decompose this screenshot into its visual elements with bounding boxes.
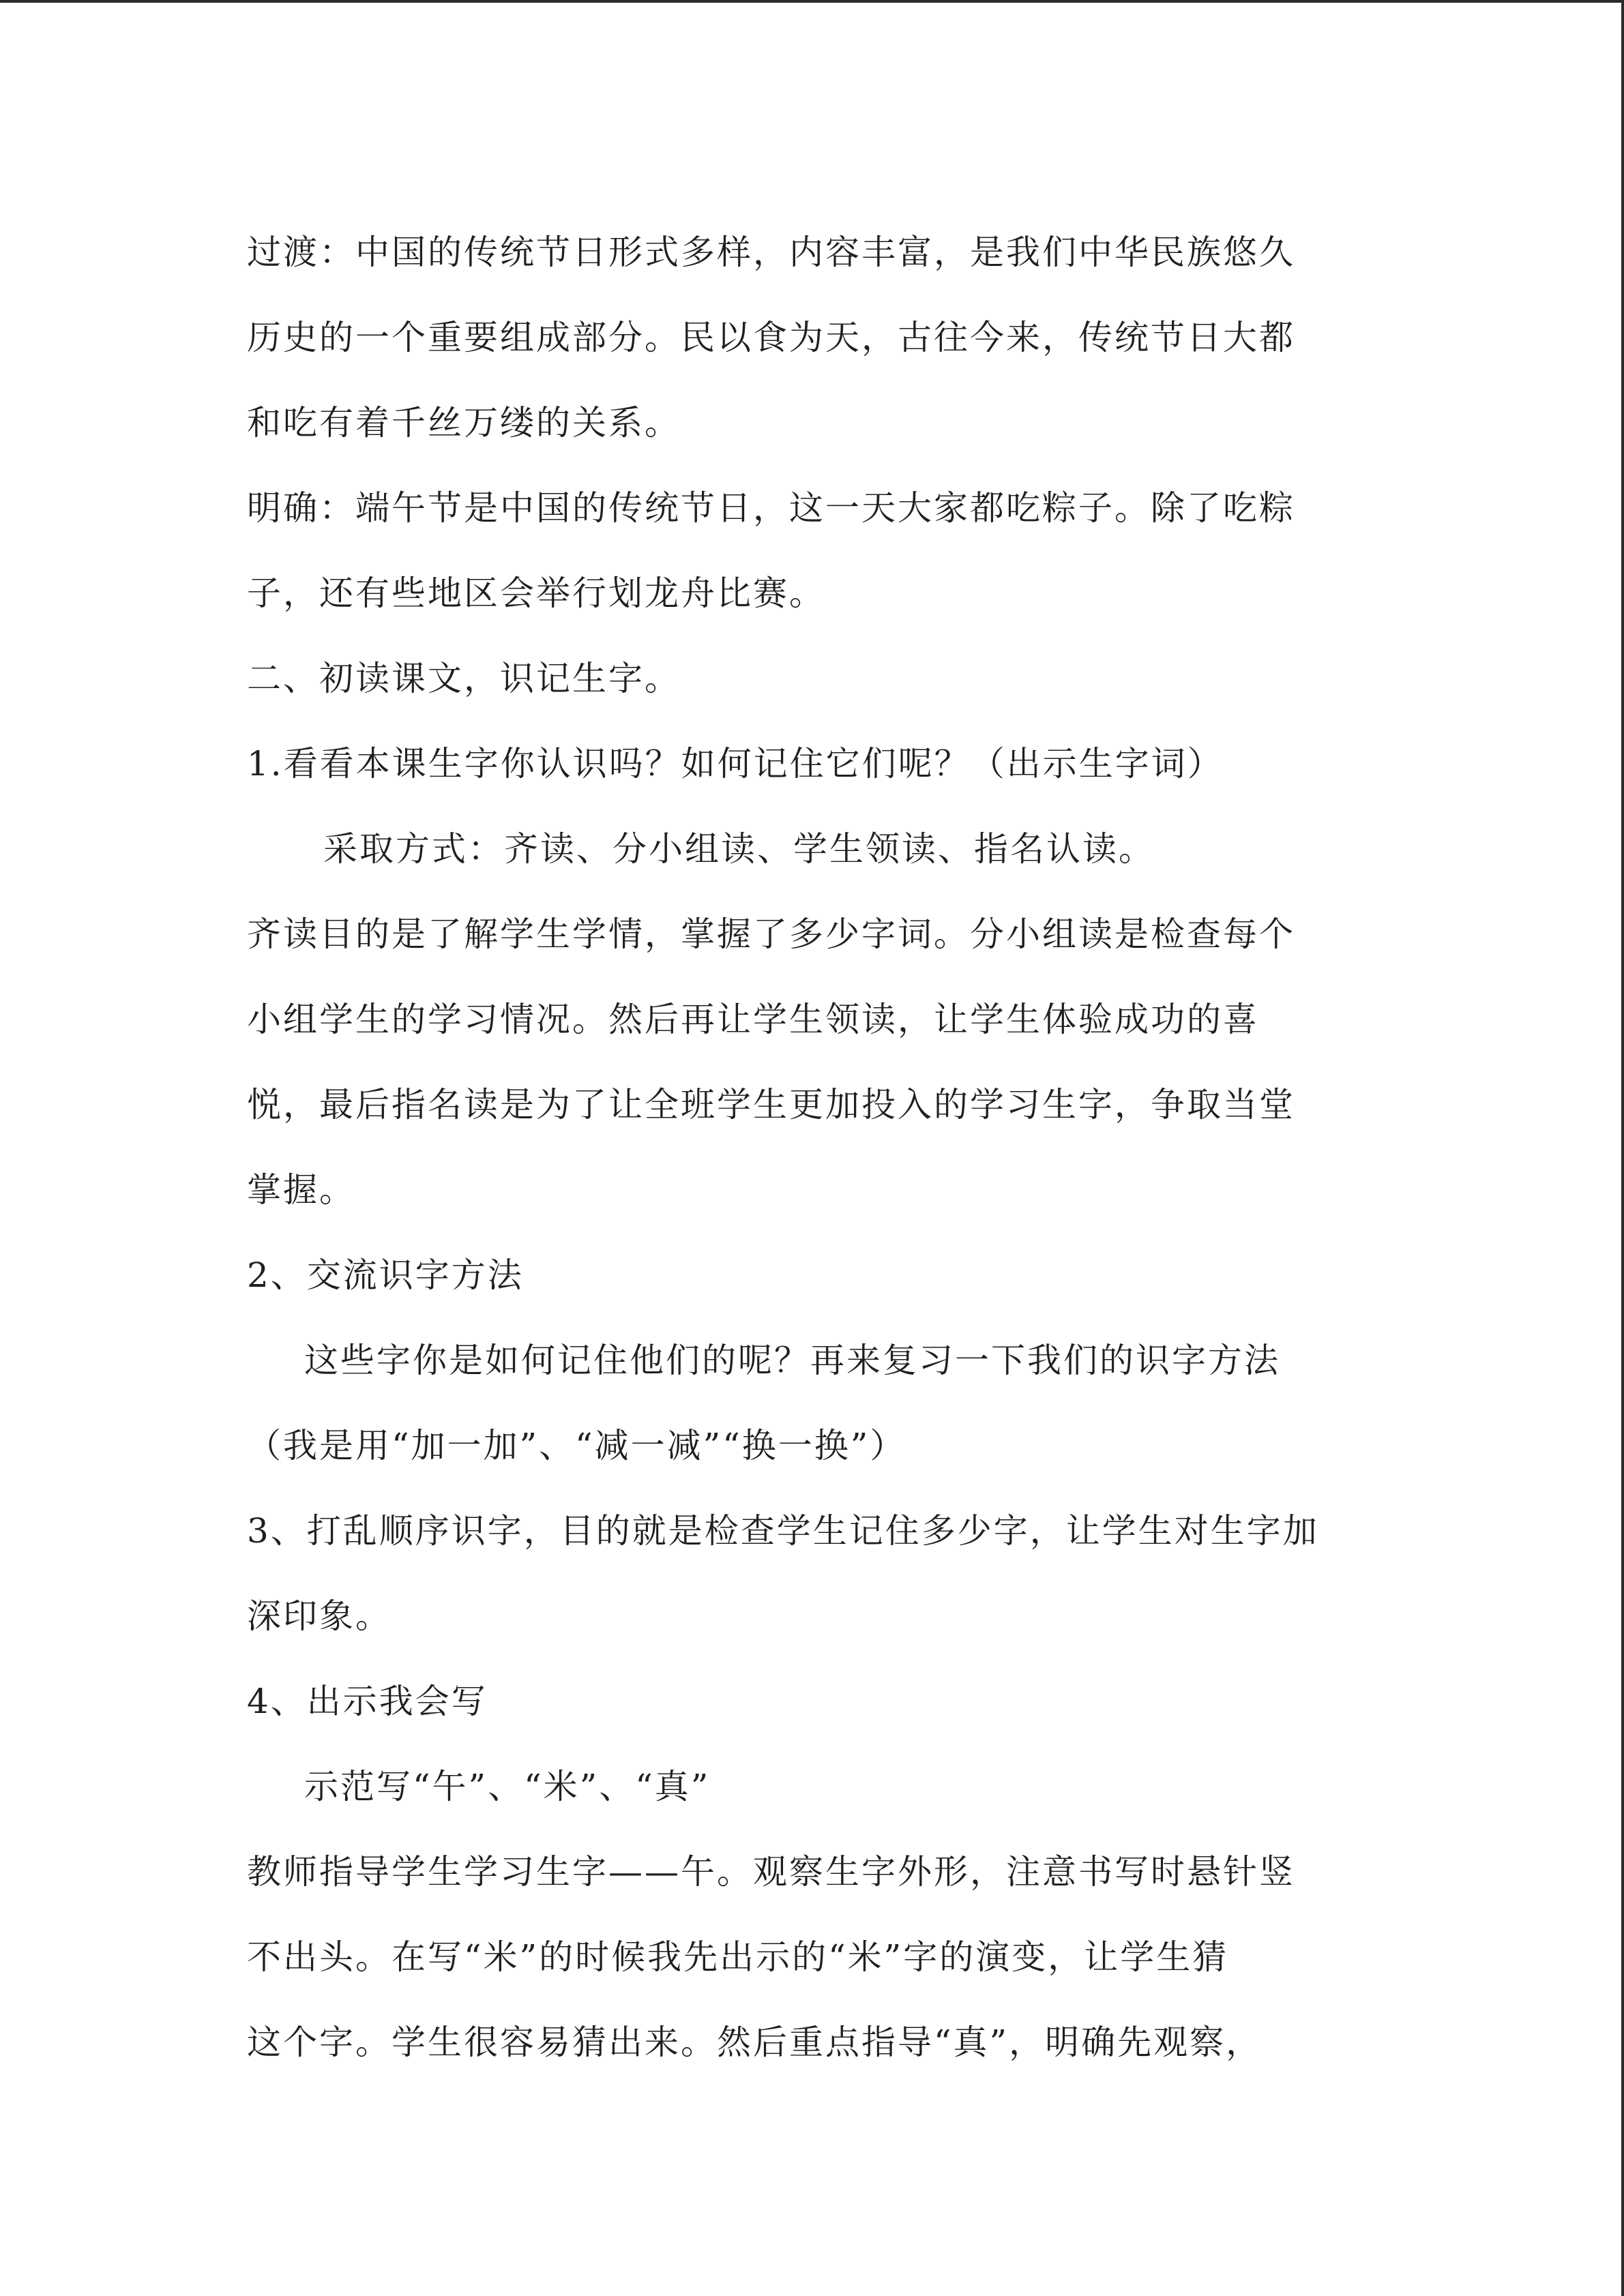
paragraph-line: 子，还有些地区会举行划龙舟比赛。 bbox=[247, 573, 825, 613]
paragraph-line: 和吃有着千丝万缕的关系。 bbox=[247, 403, 681, 443]
list-item: 2、交流识字方法 bbox=[247, 1255, 524, 1295]
paragraph-line: 过渡：中国的传统节日形式多样，内容丰富，是我们中华民族悠久 bbox=[247, 233, 1295, 272]
paragraph-line: 掌握。 bbox=[247, 1170, 355, 1210]
paragraph-line: 深印象。 bbox=[247, 1596, 392, 1636]
paragraph-line: 齐读目的是了解学生学情，掌握了多少字词。分小组读是检查每个 bbox=[247, 914, 1295, 954]
list-item: 4、出示我会写 bbox=[247, 1682, 488, 1721]
list-item: 3、打乱顺序识字，目的就是检查学生记住多少字，让学生对生字加 bbox=[247, 1511, 1319, 1551]
section-heading: 二、初读课文，识记生字。 bbox=[247, 659, 681, 698]
document-body bbox=[247, 210, 1379, 2085]
paragraph-line: 不出头。在写“米”的时候我先出示的“米”字的演变，让学生猜 bbox=[247, 1937, 1229, 1977]
list-item: 1.看看本课生字你认识吗？如何记住它们呢？（出示生字词） bbox=[247, 744, 1224, 784]
paragraph-line: （我是用“加一加”、“减一减”“换一换”） bbox=[247, 1426, 906, 1465]
paragraph-line: 悦，最后指名读是为了让全班学生更加投入的学习生字，争取当堂 bbox=[247, 1085, 1295, 1124]
paragraph-line: 采取方式：齐读、分小组读、学生领读、指名认读。 bbox=[323, 829, 1155, 869]
paragraph-line: 这个字。学生很容易猜出来。然后重点指导“真”，明确先观察， bbox=[247, 2023, 1263, 2062]
paragraph-line: 历史的一个重要组成部分。民以食为天，古往今来，传统节日大都 bbox=[247, 318, 1295, 357]
page-border-top bbox=[0, 0, 1624, 3]
paragraph-line: 教师指导学生学习生字——午。观察生字外形，注意书写时悬针竖 bbox=[247, 1852, 1295, 1892]
paragraph-line: 示范写“午”、“米”、“真” bbox=[304, 1767, 711, 1806]
paragraph-line: 这些字你是如何记住他们的呢？再来复习一下我们的识字方法 bbox=[304, 1341, 1280, 1380]
paragraph-line: 明确：端午节是中国的传统节日，这一天大家都吃粽子。除了吃粽 bbox=[247, 488, 1295, 528]
page-border-right bbox=[1621, 0, 1624, 2296]
paragraph-line: 小组学生的学习情况。然后再让学生领读，让学生体验成功的喜 bbox=[247, 1000, 1259, 1039]
